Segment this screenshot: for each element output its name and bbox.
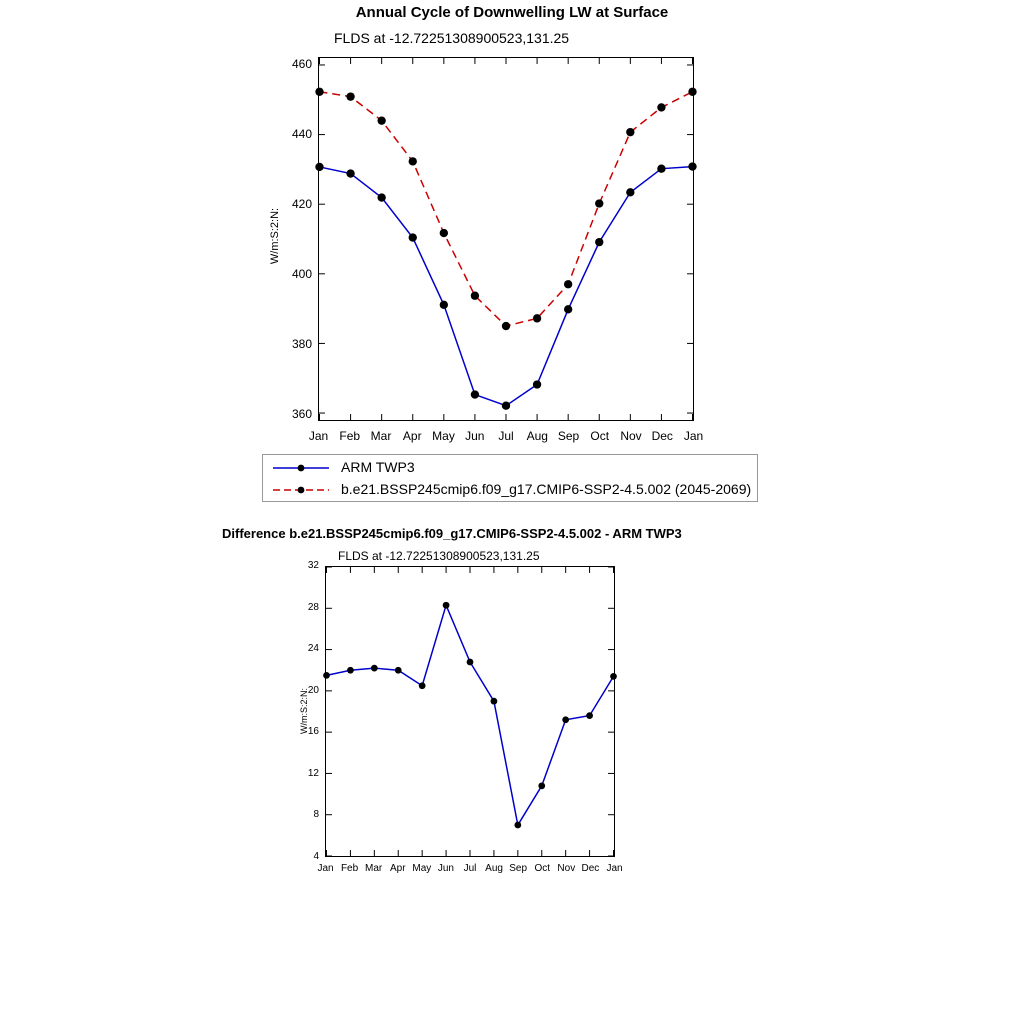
y-tick-label: 460 bbox=[291, 57, 312, 71]
y-tick-label: 32 bbox=[307, 560, 319, 571]
x-tick-label: Jun bbox=[437, 863, 454, 874]
x-tick-label: Oct bbox=[534, 863, 551, 874]
legend-entry-1 bbox=[263, 479, 757, 501]
y-tick-label: 440 bbox=[291, 127, 312, 141]
x-tick-label: Dec bbox=[581, 863, 600, 874]
x-tick-label: Sep bbox=[509, 863, 528, 874]
x-tick-label: Nov bbox=[620, 429, 642, 443]
y-tick-label: 12 bbox=[307, 767, 319, 779]
x-tick-label: Jan bbox=[606, 863, 623, 874]
y-tick-label: 16 bbox=[307, 726, 319, 738]
legend-line-sample-model bbox=[271, 479, 331, 501]
top-chart-lines bbox=[319, 58, 693, 420]
x-tick-label: Sep bbox=[557, 429, 580, 443]
diff-chart-subtitle: FLDS at -12.72251308900523,131.25 bbox=[338, 549, 540, 563]
x-tick-label: Jul bbox=[498, 429, 514, 443]
top-chart-plot-area bbox=[318, 57, 694, 421]
diff-chart-y-axis-label: W/m:S:2:N: bbox=[299, 687, 310, 735]
x-tick-label: Dec bbox=[651, 429, 673, 443]
x-tick-label: Jan bbox=[317, 863, 334, 874]
x-tick-label: Mar bbox=[365, 863, 383, 874]
diff-chart-title: Difference b.e21.BSSP245cmip6.f09_g17.CMIP6-SSP2-4.5.002 - ARM TWP3 bbox=[222, 526, 682, 541]
diff-chart-plot-area bbox=[325, 566, 615, 857]
x-tick-label: Feb bbox=[340, 863, 359, 874]
y-tick-label: 20 bbox=[307, 684, 319, 696]
legend bbox=[262, 454, 758, 502]
diff-chart-lines bbox=[326, 567, 614, 856]
x-tick-label: Jan bbox=[308, 429, 329, 443]
top-chart-subtitle: FLDS at -12.72251308900523,131.25 bbox=[334, 30, 570, 46]
x-tick-label: Nov bbox=[557, 863, 576, 874]
y-tick-label: 4 bbox=[313, 851, 319, 862]
y-tick-label: 360 bbox=[291, 407, 312, 421]
legend-entry-0 bbox=[263, 457, 757, 479]
y-tick-label: 28 bbox=[307, 601, 319, 613]
y-tick-label: 420 bbox=[291, 197, 312, 211]
y-tick-label: 400 bbox=[291, 267, 312, 281]
x-tick-label: Mar bbox=[370, 429, 392, 443]
legend-label-1: b.e21.BSSP245cmip6.f09_g17.CMIP6-SSP2-4.5.002 (2045-2069) bbox=[341, 481, 752, 497]
page-title: Annual Cycle of Downwelling LW at Surface bbox=[355, 4, 669, 21]
y-tick-label: 8 bbox=[313, 809, 319, 821]
top-chart-y-axis-label: W/m:S:2:N: bbox=[269, 207, 282, 265]
y-tick-label: 380 bbox=[291, 337, 312, 351]
legend-label-0: ARM TWP3 bbox=[341, 459, 415, 475]
y-tick-label: 24 bbox=[307, 643, 319, 655]
x-tick-label: Jun bbox=[465, 429, 485, 443]
x-tick-label: Oct bbox=[590, 429, 610, 443]
x-tick-label: Aug bbox=[526, 429, 548, 443]
x-tick-label: Apr bbox=[402, 429, 422, 443]
x-tick-label: Jan bbox=[683, 429, 704, 443]
x-tick-label: Apr bbox=[389, 863, 406, 874]
x-tick-label: Aug bbox=[485, 863, 503, 874]
x-tick-label: Jul bbox=[463, 863, 477, 874]
x-tick-label: May bbox=[412, 863, 432, 874]
x-tick-label: May bbox=[432, 429, 455, 443]
legend-line-sample-arm-twp3 bbox=[271, 457, 331, 479]
x-tick-label: Feb bbox=[339, 429, 361, 443]
